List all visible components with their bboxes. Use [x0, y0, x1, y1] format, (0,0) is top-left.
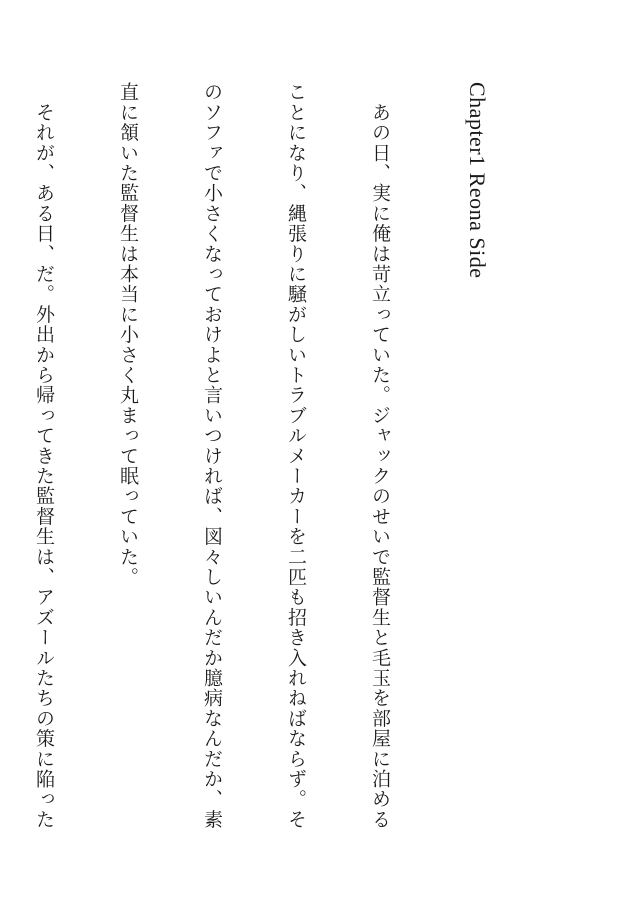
text-line: あの日、実に俺は苛立っていた。ジャックのせいで監督生と毛玉を部屋に泊める [369, 82, 391, 830]
chapter-title: Chapter1 Reona Side [465, 82, 490, 279]
text-line: それが、ある日、だ。外出から帰ってきた監督生は、アズールたちの策に陥った [33, 82, 55, 830]
text-line: ことになり、縄張りに騒がしいトラブルメーカーを二匹も招き入れねばならず。そ [285, 82, 307, 830]
text-line: のソファで小さくなっておけよと言いつければ、図々しいんだか臆病なんだか、素 [201, 82, 223, 830]
text-line: 直に頷いた監督生は本当に小さく丸まって眠っていた。 [117, 82, 139, 587]
vertical-text-body [0, 82, 548, 830]
